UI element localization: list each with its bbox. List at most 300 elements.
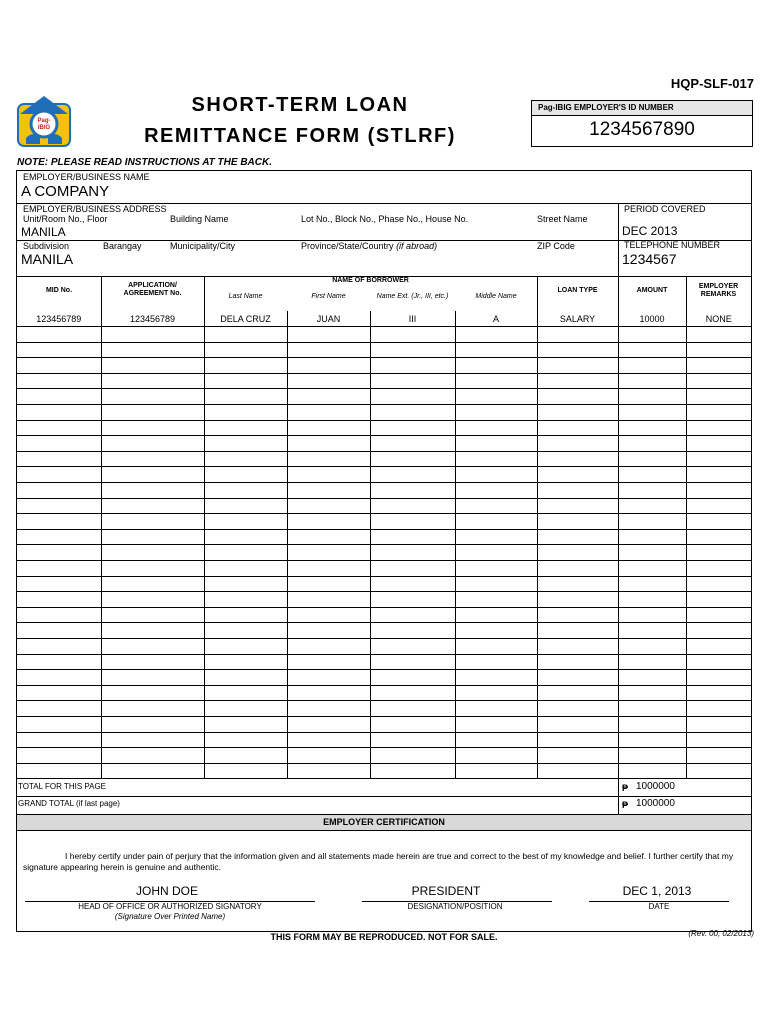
- table-cell[interactable]: [101, 483, 204, 499]
- table-cell[interactable]: [455, 561, 537, 577]
- table-cell[interactable]: [686, 467, 751, 483]
- table-cell[interactable]: [537, 748, 618, 764]
- table-cell[interactable]: [17, 451, 101, 467]
- table-cell[interactable]: [537, 592, 618, 608]
- table-cell[interactable]: [455, 436, 537, 452]
- table-cell[interactable]: [455, 529, 537, 545]
- table-cell[interactable]: [370, 561, 455, 577]
- table-cell[interactable]: [370, 654, 455, 670]
- table-cell[interactable]: [101, 670, 204, 686]
- table-cell[interactable]: [17, 545, 101, 561]
- table-cell[interactable]: [101, 545, 204, 561]
- table-cell[interactable]: [287, 607, 370, 623]
- table-cell[interactable]: [537, 670, 618, 686]
- table-cell[interactable]: [686, 373, 751, 389]
- table-cell[interactable]: [370, 514, 455, 530]
- total-page-label: TOTAL FOR THIS PAGE: [18, 782, 107, 791]
- table-cell[interactable]: [17, 358, 101, 374]
- table-cell[interactable]: [618, 327, 686, 343]
- table-cell[interactable]: [17, 327, 101, 343]
- table-cell[interactable]: [287, 451, 370, 467]
- table-cell[interactable]: [370, 732, 455, 748]
- table-cell[interactable]: 123456789: [17, 311, 101, 327]
- table-cell[interactable]: [455, 701, 537, 717]
- table-cell[interactable]: [370, 498, 455, 514]
- table-cell[interactable]: [204, 358, 287, 374]
- table-cell[interactable]: [17, 623, 101, 639]
- table-cell[interactable]: [101, 638, 204, 654]
- table-cell[interactable]: [537, 514, 618, 530]
- signatory-field[interactable]: JOHN DOE: [135, 884, 198, 898]
- table-cell[interactable]: [686, 732, 751, 748]
- table-cell[interactable]: [287, 748, 370, 764]
- table-cell[interactable]: [618, 763, 686, 779]
- table-cell[interactable]: [686, 716, 751, 732]
- table-cell[interactable]: [17, 716, 101, 732]
- table-cell[interactable]: [618, 483, 686, 499]
- table-cell[interactable]: [370, 576, 455, 592]
- table-cell[interactable]: [370, 623, 455, 639]
- signatory-sublabel: (Signature Over Printed Name): [114, 912, 226, 921]
- table-cell[interactable]: [537, 373, 618, 389]
- table-cell[interactable]: [204, 529, 287, 545]
- table-cell[interactable]: [101, 529, 204, 545]
- table-cell[interactable]: [537, 451, 618, 467]
- table-cell[interactable]: [686, 420, 751, 436]
- table-cell[interactable]: [537, 342, 618, 358]
- grand-total-field[interactable]: 1000000: [636, 798, 675, 809]
- table-cell[interactable]: [17, 467, 101, 483]
- table-cell[interactable]: [287, 732, 370, 748]
- table-cell[interactable]: [686, 561, 751, 577]
- table-cell[interactable]: [370, 716, 455, 732]
- table-cell[interactable]: [618, 342, 686, 358]
- table-cell[interactable]: [17, 420, 101, 436]
- table-cell[interactable]: [686, 483, 751, 499]
- table-cell[interactable]: [618, 498, 686, 514]
- table-cell[interactable]: [686, 576, 751, 592]
- table-cell[interactable]: [204, 514, 287, 530]
- table-cell[interactable]: [537, 467, 618, 483]
- table-cell[interactable]: [101, 576, 204, 592]
- table-cell[interactable]: [686, 545, 751, 561]
- table-cell[interactable]: [204, 405, 287, 421]
- table-cell[interactable]: [101, 420, 204, 436]
- table-cell[interactable]: [370, 327, 455, 343]
- table-cell[interactable]: [618, 576, 686, 592]
- table-cell[interactable]: [455, 607, 537, 623]
- table-cell[interactable]: [204, 327, 287, 343]
- table-cell[interactable]: [287, 638, 370, 654]
- table-cell[interactable]: [204, 498, 287, 514]
- table-cell[interactable]: [455, 670, 537, 686]
- table-cell[interactable]: [17, 732, 101, 748]
- table-cell[interactable]: III: [370, 311, 455, 327]
- table-cell[interactable]: [618, 623, 686, 639]
- table-cell[interactable]: 123456789: [101, 311, 204, 327]
- table-cell[interactable]: 10000: [618, 311, 686, 327]
- table-cell[interactable]: [370, 545, 455, 561]
- table-cell[interactable]: [618, 451, 686, 467]
- table-cell[interactable]: [287, 716, 370, 732]
- form-title-line2: REMITTANCE FORM (STLRF): [144, 125, 456, 147]
- table-cell[interactable]: [17, 685, 101, 701]
- table-cell[interactable]: [618, 389, 686, 405]
- table-cell[interactable]: [455, 373, 537, 389]
- table-cell[interactable]: [17, 670, 101, 686]
- table-cell[interactable]: [204, 670, 287, 686]
- table-cell[interactable]: [101, 607, 204, 623]
- table-cell[interactable]: [17, 405, 101, 421]
- table-cell[interactable]: [17, 748, 101, 764]
- table-cell[interactable]: [287, 342, 370, 358]
- table-cell[interactable]: [455, 498, 537, 514]
- table-cell[interactable]: [101, 685, 204, 701]
- table-cell[interactable]: [287, 545, 370, 561]
- table-cell[interactable]: [455, 405, 537, 421]
- table-cell[interactable]: [287, 561, 370, 577]
- table-cell[interactable]: [101, 327, 204, 343]
- table-cell[interactable]: [686, 701, 751, 717]
- table-cell[interactable]: [686, 342, 751, 358]
- table-cell[interactable]: [204, 607, 287, 623]
- table-cell[interactable]: [686, 670, 751, 686]
- table-cell[interactable]: [101, 451, 204, 467]
- table-cell[interactable]: [287, 654, 370, 670]
- table-cell[interactable]: [686, 514, 751, 530]
- table-cell[interactable]: [101, 701, 204, 717]
- table-cell[interactable]: [370, 607, 455, 623]
- table-cell[interactable]: [618, 405, 686, 421]
- table-cell[interactable]: [618, 373, 686, 389]
- table-cell[interactable]: [17, 389, 101, 405]
- table-cell[interactable]: [370, 529, 455, 545]
- table-cell[interactable]: [537, 623, 618, 639]
- table-cell[interactable]: [370, 373, 455, 389]
- table-cell[interactable]: [537, 561, 618, 577]
- table-cell[interactable]: [455, 327, 537, 343]
- table-cell[interactable]: [686, 638, 751, 654]
- table-cell[interactable]: [287, 389, 370, 405]
- table-cell[interactable]: [455, 623, 537, 639]
- table-cell[interactable]: [455, 763, 537, 779]
- table-cell[interactable]: [537, 576, 618, 592]
- table-cell[interactable]: [204, 638, 287, 654]
- table-cell[interactable]: [537, 358, 618, 374]
- table-cell[interactable]: [686, 358, 751, 374]
- table-cell[interactable]: [204, 389, 287, 405]
- table-cell[interactable]: [101, 436, 204, 452]
- table-cell[interactable]: [17, 342, 101, 358]
- table-cell[interactable]: [686, 405, 751, 421]
- table-cell[interactable]: [370, 467, 455, 483]
- table-cell[interactable]: [204, 373, 287, 389]
- table-cell[interactable]: [101, 373, 204, 389]
- table-cell[interactable]: [287, 498, 370, 514]
- table-cell[interactable]: [618, 561, 686, 577]
- table-cell[interactable]: [537, 716, 618, 732]
- table-cell[interactable]: [618, 514, 686, 530]
- table-cell[interactable]: [686, 498, 751, 514]
- table-cell[interactable]: [618, 701, 686, 717]
- table-cell[interactable]: [370, 451, 455, 467]
- total-page-field[interactable]: 1000000: [636, 781, 675, 792]
- table-cell[interactable]: [537, 701, 618, 717]
- table-cell[interactable]: [455, 342, 537, 358]
- table-cell[interactable]: A: [455, 311, 537, 327]
- table-cell[interactable]: [101, 498, 204, 514]
- employer-name-field[interactable]: A COMPANY: [21, 183, 110, 200]
- table-cell[interactable]: [618, 529, 686, 545]
- table-cell[interactable]: [455, 592, 537, 608]
- table-cell[interactable]: [287, 436, 370, 452]
- column-header-mid: MID No.: [45, 287, 73, 294]
- table-cell[interactable]: [204, 701, 287, 717]
- table-cell[interactable]: [686, 389, 751, 405]
- table-cell[interactable]: [537, 638, 618, 654]
- table-cell[interactable]: [686, 654, 751, 670]
- table-cell[interactable]: [287, 373, 370, 389]
- table-cell[interactable]: [537, 405, 618, 421]
- table-cell[interactable]: [17, 763, 101, 779]
- peso-icon: ₱: [622, 800, 629, 810]
- table-cell[interactable]: [17, 561, 101, 577]
- table-cell[interactable]: [370, 748, 455, 764]
- table-cell[interactable]: [204, 685, 287, 701]
- table-cell[interactable]: [537, 498, 618, 514]
- table-row: [17, 498, 751, 514]
- designation-field[interactable]: PRESIDENT: [411, 884, 481, 898]
- table-cell[interactable]: [101, 623, 204, 639]
- table-cell[interactable]: [101, 467, 204, 483]
- table-row: [17, 405, 751, 421]
- table-cell[interactable]: [537, 389, 618, 405]
- table-cell[interactable]: [101, 342, 204, 358]
- table-cell[interactable]: [370, 592, 455, 608]
- table-cell[interactable]: [101, 732, 204, 748]
- table-cell[interactable]: [287, 529, 370, 545]
- table-cell[interactable]: [618, 420, 686, 436]
- table-cell[interactable]: [537, 529, 618, 545]
- table-cell[interactable]: [618, 654, 686, 670]
- table-cell[interactable]: [17, 607, 101, 623]
- table-cell[interactable]: [537, 327, 618, 343]
- table-cell[interactable]: [618, 670, 686, 686]
- table-cell[interactable]: [370, 763, 455, 779]
- table-row: [17, 389, 751, 405]
- date-label: DATE: [648, 902, 670, 911]
- table-cell[interactable]: [455, 451, 537, 467]
- table-cell[interactable]: [686, 607, 751, 623]
- table-cell[interactable]: [618, 607, 686, 623]
- table-cell[interactable]: [287, 467, 370, 483]
- period-field[interactable]: DEC 2013: [622, 224, 678, 238]
- svg-text:IBIG: IBIG: [37, 125, 51, 131]
- table-cell[interactable]: [101, 514, 204, 530]
- table-cell[interactable]: [455, 389, 537, 405]
- table-cell[interactable]: [686, 763, 751, 779]
- table-cell[interactable]: [370, 685, 455, 701]
- table-cell[interactable]: [618, 545, 686, 561]
- address-line1-field[interactable]: MANILA: [21, 225, 66, 239]
- table-cell[interactable]: [287, 685, 370, 701]
- table-cell[interactable]: [618, 685, 686, 701]
- table-cell[interactable]: [370, 420, 455, 436]
- table-cell[interactable]: [455, 576, 537, 592]
- table-cell[interactable]: [618, 748, 686, 764]
- table-cell[interactable]: [287, 701, 370, 717]
- table-cell[interactable]: [204, 420, 287, 436]
- table-cell[interactable]: [204, 545, 287, 561]
- table-cell[interactable]: [204, 561, 287, 577]
- table-cell[interactable]: [287, 405, 370, 421]
- table-cell[interactable]: [370, 342, 455, 358]
- table-cell[interactable]: DELA CRUZ: [204, 311, 287, 327]
- table-cell[interactable]: [370, 389, 455, 405]
- table-cell[interactable]: [287, 670, 370, 686]
- column-header-first-name: First Name: [311, 293, 346, 300]
- table-cell[interactable]: [537, 685, 618, 701]
- table-cell[interactable]: [287, 514, 370, 530]
- table-cell[interactable]: [287, 327, 370, 343]
- table-cell[interactable]: [204, 748, 287, 764]
- table-cell[interactable]: [618, 358, 686, 374]
- table-cell[interactable]: [204, 716, 287, 732]
- table-cell[interactable]: NONE: [686, 311, 751, 327]
- table-cell[interactable]: [686, 451, 751, 467]
- table-row: [17, 748, 751, 764]
- designation-label: DESIGNATION/POSITION: [407, 902, 503, 911]
- table-cell[interactable]: [455, 545, 537, 561]
- table-cell[interactable]: [455, 716, 537, 732]
- certification-heading: EMPLOYER CERTIFICATION: [17, 814, 751, 831]
- table-cell[interactable]: [101, 405, 204, 421]
- table-cell[interactable]: [204, 342, 287, 358]
- table-cell[interactable]: [287, 592, 370, 608]
- table-cell[interactable]: [618, 592, 686, 608]
- table-cell[interactable]: [686, 623, 751, 639]
- table-cell[interactable]: [204, 436, 287, 452]
- table-cell[interactable]: [455, 654, 537, 670]
- table-cell[interactable]: [537, 436, 618, 452]
- table-cell[interactable]: [455, 467, 537, 483]
- table-cell[interactable]: [17, 701, 101, 717]
- table-cell[interactable]: [455, 748, 537, 764]
- table-cell[interactable]: [101, 654, 204, 670]
- table-cell[interactable]: [101, 561, 204, 577]
- table-cell[interactable]: [370, 638, 455, 654]
- table-cell[interactable]: [17, 654, 101, 670]
- address-line2-field[interactable]: MANILA: [21, 251, 74, 267]
- table-cell[interactable]: [618, 436, 686, 452]
- table-cell[interactable]: [370, 358, 455, 374]
- table-cell[interactable]: [686, 529, 751, 545]
- table-cell[interactable]: [455, 638, 537, 654]
- table-cell[interactable]: [537, 607, 618, 623]
- table-cell[interactable]: [101, 763, 204, 779]
- table-cell[interactable]: [204, 592, 287, 608]
- date-field[interactable]: DEC 1, 2013: [622, 884, 692, 898]
- table-row: [17, 716, 751, 732]
- table-cell[interactable]: [618, 638, 686, 654]
- table-cell[interactable]: [618, 732, 686, 748]
- table-cell[interactable]: [17, 529, 101, 545]
- table-cell[interactable]: [370, 436, 455, 452]
- table-cell[interactable]: [686, 685, 751, 701]
- table-cell[interactable]: [537, 420, 618, 436]
- table-cell[interactable]: [101, 358, 204, 374]
- table-cell[interactable]: [455, 732, 537, 748]
- table-cell[interactable]: [686, 592, 751, 608]
- table-cell[interactable]: [287, 420, 370, 436]
- table-cell[interactable]: SALARY: [537, 311, 618, 327]
- table-cell[interactable]: [287, 623, 370, 639]
- table-cell[interactable]: [101, 389, 204, 405]
- table-cell[interactable]: [537, 483, 618, 499]
- table-cell[interactable]: [204, 623, 287, 639]
- table-cell[interactable]: [370, 483, 455, 499]
- table-cell[interactable]: [287, 358, 370, 374]
- table-cell[interactable]: [101, 716, 204, 732]
- table-cell[interactable]: [537, 732, 618, 748]
- table-cell[interactable]: [287, 763, 370, 779]
- table-cell[interactable]: [204, 654, 287, 670]
- table-cell[interactable]: [455, 685, 537, 701]
- table-cell[interactable]: [618, 716, 686, 732]
- table-cell[interactable]: [537, 654, 618, 670]
- table-cell[interactable]: JUAN: [287, 311, 370, 327]
- table-cell[interactable]: [204, 732, 287, 748]
- table-cell[interactable]: [17, 592, 101, 608]
- table-cell[interactable]: [455, 483, 537, 499]
- table-cell[interactable]: [455, 358, 537, 374]
- table-cell[interactable]: [287, 483, 370, 499]
- table-cell[interactable]: [17, 638, 101, 654]
- table-cell[interactable]: [686, 436, 751, 452]
- table-cell[interactable]: [370, 701, 455, 717]
- table-cell[interactable]: [370, 670, 455, 686]
- column-header-name-group: NAME OF BORROWER: [332, 277, 409, 284]
- table-cell[interactable]: [686, 327, 751, 343]
- table-cell[interactable]: [370, 405, 455, 421]
- table-cell[interactable]: [455, 420, 537, 436]
- table-cell[interactable]: [204, 763, 287, 779]
- table-cell[interactable]: [17, 514, 101, 530]
- table-cell[interactable]: [537, 545, 618, 561]
- table-cell[interactable]: [204, 483, 287, 499]
- table-cell[interactable]: [17, 483, 101, 499]
- table-cell[interactable]: [17, 498, 101, 514]
- table-cell[interactable]: [204, 576, 287, 592]
- table-cell[interactable]: [537, 763, 618, 779]
- phone-field[interactable]: 1234567: [622, 251, 677, 267]
- table-cell[interactable]: [101, 592, 204, 608]
- table-cell[interactable]: [204, 451, 287, 467]
- table-cell[interactable]: [17, 436, 101, 452]
- table-cell[interactable]: [618, 467, 686, 483]
- table-cell[interactable]: [686, 748, 751, 764]
- table-cell[interactable]: [17, 576, 101, 592]
- certification-text: I hereby certify under pain of perjury that the information given and all statements made herein are true and correct to the best of my knowledge and belief. I further certify that my signature appearing herein is genuine and authentic.: [23, 851, 734, 872]
- employer-id-field[interactable]: 1234567890: [589, 119, 695, 140]
- table-cell[interactable]: [455, 514, 537, 530]
- table-cell[interactable]: [204, 467, 287, 483]
- table-cell[interactable]: [101, 748, 204, 764]
- grand-total-label: GRAND TOTAL (if last page): [18, 799, 120, 808]
- table-cell[interactable]: [287, 576, 370, 592]
- table-cell[interactable]: [17, 373, 101, 389]
- table-row: [17, 670, 751, 686]
